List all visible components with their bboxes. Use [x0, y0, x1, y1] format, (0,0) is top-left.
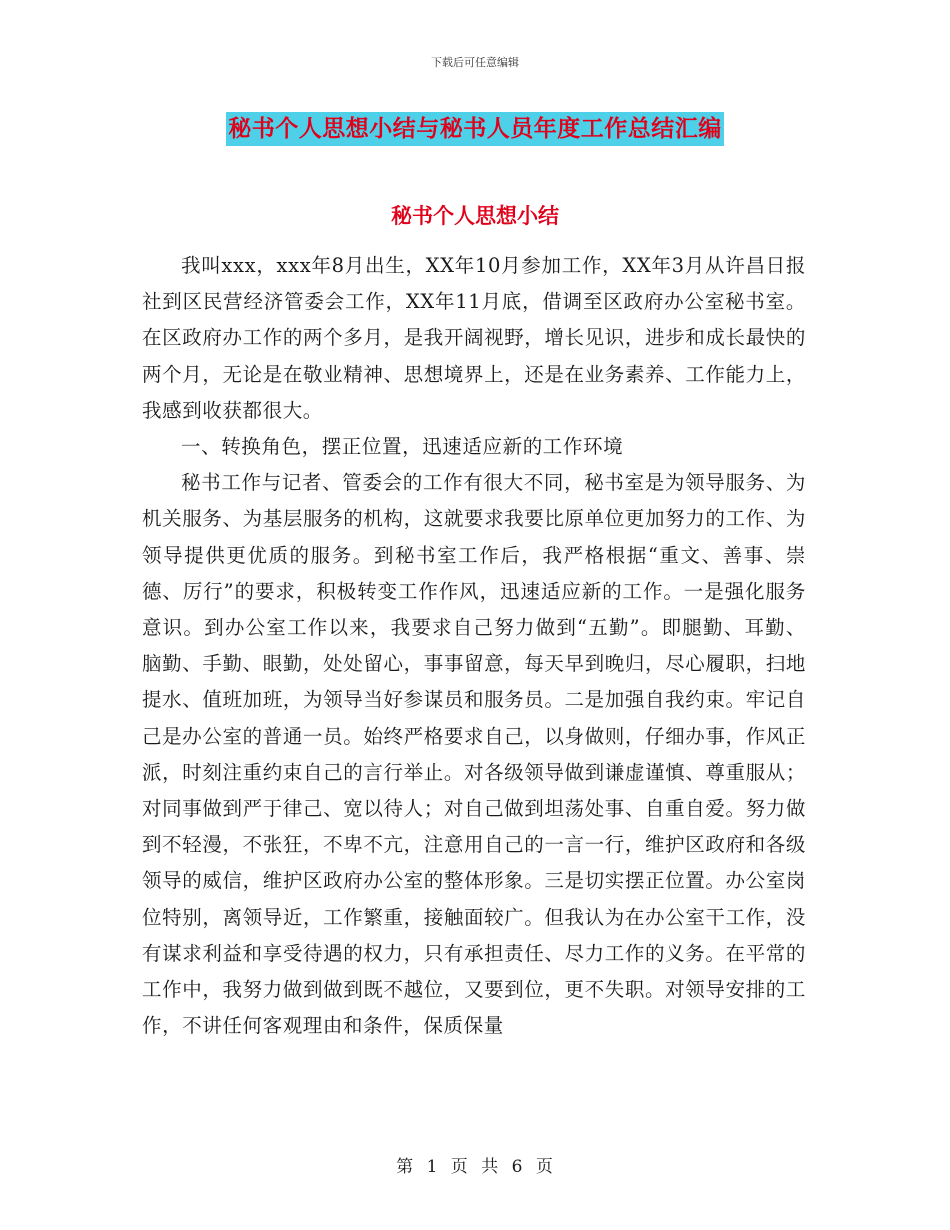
- page-footer: 第 1 页 共 6 页: [396, 1157, 554, 1177]
- document-title: 秘书个人思想小结与秘书人员年度工作总结汇编: [226, 112, 724, 146]
- document-body: [142, 248, 806, 1044]
- document-title-container: [0, 112, 950, 146]
- paragraph-intro: 我叫xxx，xxx年8月出生，XX年10月参加工作，XX年3月从许昌日报社到区民营经济管委会工作，XX年11月底，借调至区政府办公室秘书室。在区政府办工作的两个多月，是我开阔视野，增长见识，进步和成长最快的两个月，无论是在敬业精神、思想境界上，还是在业务素养、工作能力上，我感到收获都很大。: [142, 254, 806, 422]
- page-header-note: 下载后可任意编辑: [431, 56, 519, 69]
- paragraph-heading-1: 一、转换角色，摆正位置，迅速适应新的工作环境: [181, 435, 624, 459]
- section-title: 秘书个人思想小结: [391, 203, 559, 228]
- paragraph-body-1: 秘书工作与记者、管委会的工作有很大不同，秘书室是为领导服务、为机关服务、为基层服务的机构，这就要求我要比原单位更加努力的工作、为领导提供更优质的服务。到秘书室工作后，我严格根据“重文、善事、崇德、厉行”的要求，积极转变工作作风，迅速适应新的工作。一是强化服务意识。到办公室工作以来，我要求自己努力做到“五勤”。即腿勤、耳勤、脑勤、手勤、眼勤，处处留心，事事留意，每天早到晚归，尽心履职，扫地提水、值班加班，为领导当好参谋员和服务员。二是加强自我约束。牢记自己是办公室的普通一员。始终严格要求自己，以身做则，仔细办事，作风正派，时刻注重约束自己的言行举止。对各级领导做到谦虚谨慎、尊重服从；对同事做到严于律己、宽以待人；对自己做到坦荡处事、自重自爱。努力做到不轻漫，不张狂，不卑不亢，注意用自己的一言一行，维护区政府和各级领导的威信，维护区政府办公室的整体形象。三是切实摆正位置。办公室岗位特别，离领导近，工作繁重，接触面较广。但我认为在办公室干工作，没有谋求利益和享受待遇的权力，只有承担责任、尽力工作的义务。在平常的工作中，我努力做到做到既不越位，又要到位，更不失职。对领导安排的工作，不讲任何客观理由和条件，保质保量: [142, 471, 806, 1038]
